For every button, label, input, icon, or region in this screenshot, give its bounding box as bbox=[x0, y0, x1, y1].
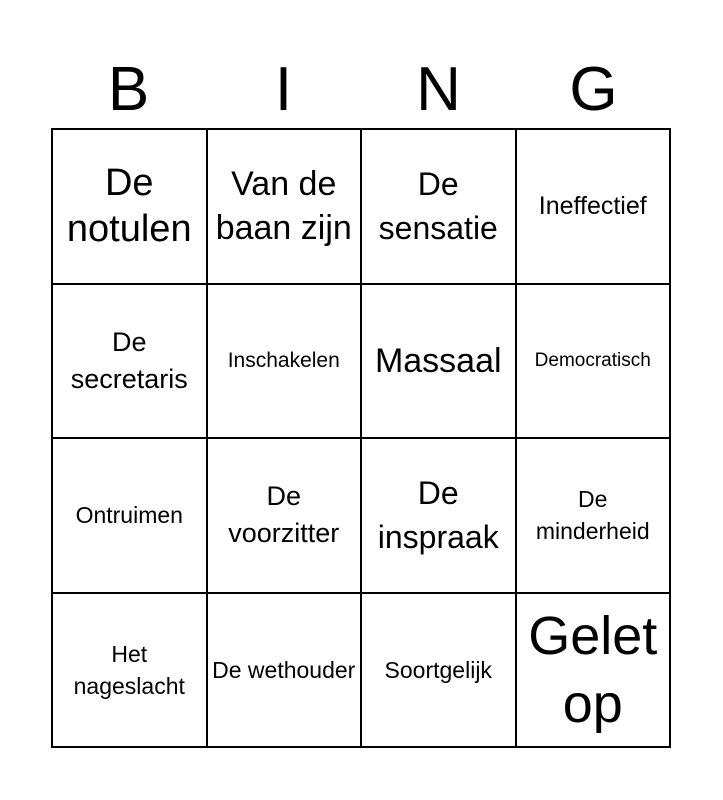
bingo-cell-r1-c2[interactable] bbox=[208, 130, 363, 285]
bingo-cell-r2-c1[interactable] bbox=[53, 285, 208, 440]
header-letter-b: B bbox=[107, 55, 150, 124]
bingo-cell-r1-c1[interactable] bbox=[53, 130, 208, 285]
cell-label: Het nageslacht bbox=[73, 640, 185, 699]
bingo-cell-r3-c4[interactable] bbox=[517, 439, 672, 594]
bingo-cell-r1-c3[interactable] bbox=[362, 130, 517, 285]
bingo-cell-r3-c3[interactable] bbox=[362, 439, 517, 594]
cell-label: Democratisch bbox=[534, 349, 651, 371]
cell-label: Gelet op bbox=[528, 605, 658, 734]
cell-label: Massaal bbox=[374, 341, 502, 380]
bingo-header bbox=[51, 52, 671, 128]
header-letter-n: N bbox=[416, 55, 461, 124]
cell-label: De sensatie bbox=[378, 166, 498, 247]
bingo-cell-r4-c1[interactable] bbox=[53, 594, 208, 749]
cell-label: De secretaris bbox=[70, 326, 188, 394]
bingo-cell-r1-c4[interactable] bbox=[517, 130, 672, 285]
cell-label: Inschakelen bbox=[227, 349, 340, 373]
cell-label: De inspraak bbox=[377, 475, 499, 556]
bingo-cell-r3-c1[interactable] bbox=[53, 439, 208, 594]
bingo-board bbox=[51, 128, 671, 748]
cell-label: De notulen bbox=[66, 162, 192, 251]
header-letter-g: G bbox=[569, 55, 618, 124]
cell-label: De minderheid bbox=[535, 486, 650, 545]
bingo-cell-r4-c4[interactable] bbox=[517, 594, 672, 749]
cell-label: Ineffectief bbox=[538, 192, 647, 221]
bingo-cell-r4-c2[interactable] bbox=[208, 594, 363, 749]
cell-label: De voorzitter bbox=[228, 481, 340, 549]
cell-label: Van de baan zijn bbox=[215, 165, 352, 248]
cell-label: De wethouder bbox=[212, 656, 356, 683]
cell-label: Ontruimen bbox=[75, 502, 183, 529]
cell-label: Soortgelijk bbox=[384, 656, 492, 683]
bingo-cell-r4-c3[interactable] bbox=[362, 594, 517, 749]
bingo-cell-r3-c2[interactable] bbox=[208, 439, 363, 594]
header-letter-i: I bbox=[274, 55, 293, 124]
bingo-cell-r2-c4[interactable] bbox=[517, 285, 672, 440]
bingo-cell-r2-c2[interactable] bbox=[208, 285, 363, 440]
bingo-cell-r2-c3[interactable] bbox=[362, 285, 517, 440]
